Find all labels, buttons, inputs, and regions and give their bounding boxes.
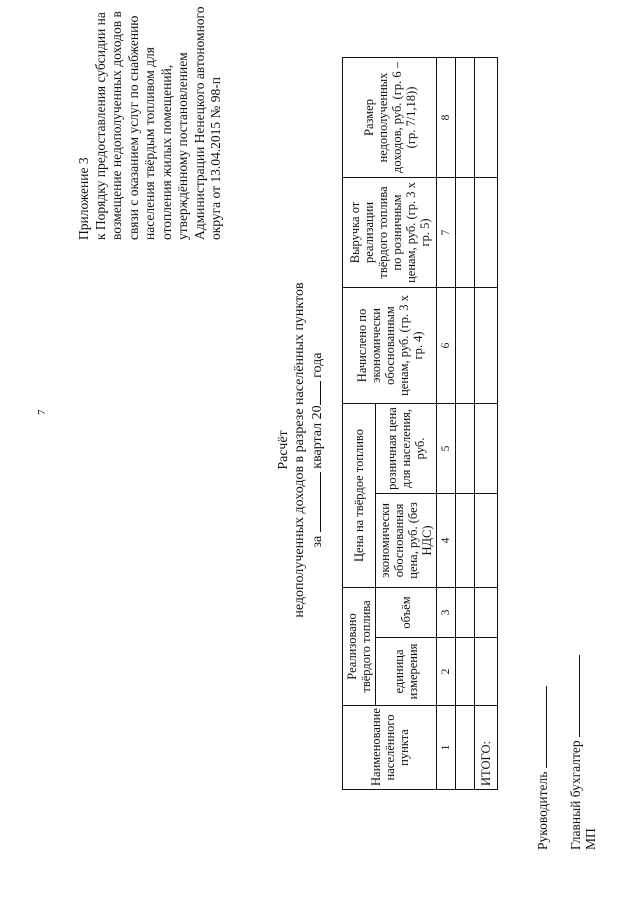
table-cell [475,403,498,493]
appendix-line: утверждённому постановлением [175,52,190,240]
table-cell [475,587,498,637]
signature-line [567,655,580,737]
column-number: 5 [437,403,456,493]
header-retail-price: розничная цена для населения, руб. [376,403,437,493]
header-unit: единица измерения [376,638,437,706]
appendix-line: Администрации Ненецкого автономного [191,6,207,240]
signature-accountant-label: Главный бухгалтер [568,740,583,850]
table-cell [456,638,475,706]
period-middle: квартал 20 [310,405,325,469]
signature-head [534,686,551,850]
table-cell [475,177,498,287]
column-number: 6 [437,287,456,403]
table-row [456,57,475,789]
signature-line [534,686,547,768]
appendix-header [76,6,225,240]
table-cell [456,493,475,587]
calculation-table [342,57,498,790]
table-cell [456,57,475,177]
column-number: 2 [437,638,456,706]
total-row [475,57,498,789]
header-revenue: Выручка от реализации твёрдого топлива по розничным ценам, руб. (гр. 3 х гр. 5) [343,177,437,287]
table-cell [456,403,475,493]
document-title [276,20,326,880]
column-number: 7 [437,177,456,287]
column-number: 1 [437,706,456,790]
title-heading: Расчёт [276,430,291,470]
header-group-sold: Реализовано твёрдого топлива [343,587,376,705]
period-prefix: за [310,535,325,548]
stamp-placeholder: МП [583,828,598,850]
table-cell [475,638,498,706]
table-cell [475,57,498,177]
table-cell [456,177,475,287]
appendix-line: связи с оказанием услуг по снабжению [125,15,141,240]
appendix-line: округа от 13.04.2015 № 98-п [208,77,223,240]
rotated-document-page [10,6,630,880]
table-cell [475,287,498,403]
appendix-line: к Порядку предоставления субсидии на [92,12,108,240]
header-settlement-name: Наименование населённого пункта [343,706,437,790]
appendix-line: возмещение недополученных доходов в [109,11,124,240]
signature-accountant [567,655,584,850]
table-cell [456,587,475,637]
header-economic-price: экономически обоснованная цена, руб. (без НДС) [376,493,437,587]
period-suffix: года [310,352,325,378]
title-period [308,20,326,880]
header-accrued: Начислено по экономически обоснованным ценам, руб. (гр. 3 х гр. 4) [343,287,437,403]
title-subheading: недополученных доходов в разрезе населённых пунктов [292,282,307,618]
header-lost-income: Размер недополученных доходов, руб. (гр. 6 – (гр. 7/1,18)) [343,57,437,177]
period-blank [308,472,321,532]
header-volume: объём [376,587,437,637]
year-blank [308,381,321,405]
column-number: 8 [437,57,456,177]
table-cell [456,287,475,403]
header-group-price: Цена на твёрдое топливо [343,403,376,587]
column-number: 4 [437,493,456,587]
table-cell [456,706,475,790]
appendix-line: населения твёрдым топливом для [142,47,157,240]
table-cell [475,493,498,587]
appendix-line: Приложение 3 [76,157,91,240]
page-number: 7 [36,409,48,415]
appendix-line: отопления жилых помещений, [158,64,174,240]
signature-head-label: Руководитель [535,771,550,850]
column-number-row [437,57,456,789]
column-number: 3 [437,587,456,637]
total-label: ИТОГО: [475,706,498,790]
